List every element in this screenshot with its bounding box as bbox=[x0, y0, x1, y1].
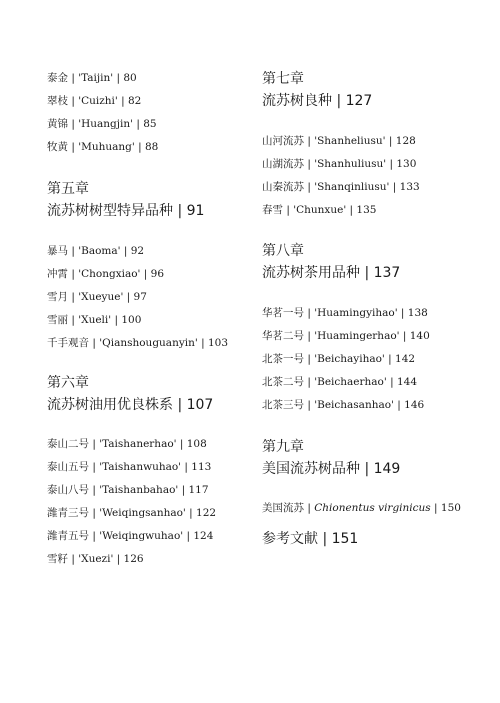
toc-entry: 千手观音 | 'Qianshouguanyin' | 103 bbox=[47, 337, 229, 349]
chapter-number: 第八章 bbox=[262, 243, 304, 259]
toc-entry: 翠枝 | 'Cuizhi' | 82 bbox=[47, 95, 142, 107]
toc-entry: 山秦流苏 | 'Shanqinliusu' | 133 bbox=[262, 181, 420, 193]
toc-entry: 北茶一号 | 'Beichayihao' | 142 bbox=[262, 353, 416, 365]
toc-entry: 暴马 | 'Baoma' | 92 bbox=[47, 245, 145, 257]
references-title: 参考文献 | 151 bbox=[262, 531, 359, 547]
toc-entry: 山河流苏 | 'Shanheliusu' | 128 bbox=[262, 135, 416, 147]
toc-entry: 北茶二号 | 'Beichaerhao' | 144 bbox=[262, 376, 418, 388]
toc-entry: 牧黄 | 'Muhuang' | 88 bbox=[47, 141, 159, 153]
entry-chinese-name: 美国流苏 | bbox=[262, 502, 315, 514]
chapter-title: 流苏树茶用品种 | 137 bbox=[262, 265, 401, 281]
toc-entry: 华茗二号 | 'Huamingerhao' | 140 bbox=[262, 330, 430, 342]
toc-entry: 华茗一号 | 'Huamingyihao' | 138 bbox=[262, 307, 428, 319]
toc-entry: 泰山二号 | 'Taishanerhao' | 108 bbox=[47, 438, 207, 450]
chapter-title: 美国流苏树品种 | 149 bbox=[262, 461, 401, 477]
toc-entry: 春雪 | 'Chunxue' | 135 bbox=[262, 204, 377, 216]
toc-entry: 潍青五号 | 'Weiqingwuhao' | 124 bbox=[47, 530, 214, 542]
toc-entry: 泰山八号 | 'Taishanbahao' | 117 bbox=[47, 484, 209, 496]
chapter-title: 流苏树油用优良株系 | 107 bbox=[47, 397, 214, 413]
entry-latin-name: Chionentus virginicus bbox=[314, 502, 431, 514]
toc-entry bbox=[262, 500, 461, 515]
toc-entry: 泰金 | 'Taijin' | 80 bbox=[47, 72, 137, 84]
toc-entry: 雪籽 | 'Xuezi' | 126 bbox=[47, 553, 144, 565]
chapter-number: 第五章 bbox=[47, 181, 89, 197]
toc-entry: 潍青三号 | 'Weiqingsanhao' | 122 bbox=[47, 507, 217, 519]
toc-entry: 山湖流苏 | 'Shanhuliusu' | 130 bbox=[262, 158, 417, 170]
toc-entry: 冲霄 | 'Chongxiao' | 96 bbox=[47, 268, 165, 280]
chapter-number: 第六章 bbox=[47, 375, 89, 391]
toc-entry: 泰山五号 | 'Taishanwuhao' | 113 bbox=[47, 461, 212, 473]
toc-entry: 雪丽 | 'Xueli' | 100 bbox=[47, 314, 142, 326]
toc-entry: 雪月 | 'Xueyue' | 97 bbox=[47, 291, 147, 303]
entry-page: | 150 bbox=[430, 502, 461, 514]
chapter-number: 第七章 bbox=[262, 71, 304, 87]
toc-entry: 北茶三号 | 'Beichasanhao' | 146 bbox=[262, 399, 425, 411]
chapter-title: 流苏树良种 | 127 bbox=[262, 93, 373, 109]
toc-entry: 黄锦 | 'Huangjin' | 85 bbox=[47, 118, 157, 130]
chapter-title: 流苏树树型特异品种 | 91 bbox=[47, 203, 205, 219]
chapter-number: 第九章 bbox=[262, 439, 304, 455]
